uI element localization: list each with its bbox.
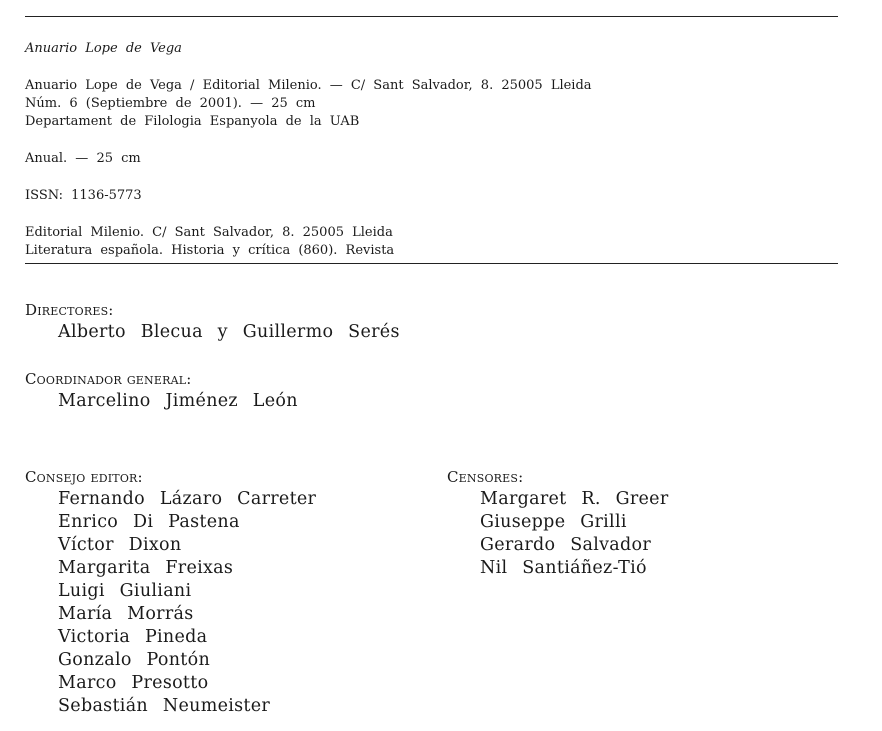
- consejo-label: Consejo editor:: [25, 468, 143, 486]
- censores-label: Censores:: [447, 468, 524, 486]
- list-item: Margaret R. Greer: [480, 489, 669, 509]
- list-item: Luigi Giuliani: [58, 581, 192, 601]
- bottom-rule: [25, 263, 838, 264]
- list-item: Gonzalo Pontón: [58, 650, 211, 670]
- journal-title: Anuario Lope de Vega: [25, 41, 182, 56]
- list-item: Marco Presotto: [58, 673, 209, 693]
- censores-section: [447, 466, 669, 580]
- list-item: Víctor Dixon: [58, 535, 182, 555]
- annual-line: Anual. — 25 cm: [25, 151, 141, 166]
- coordinador-name: Marcelino Jiménez León: [58, 391, 298, 411]
- list-item: Victoria Pineda: [58, 627, 208, 647]
- cip-line: Núm. 6 (Septiembre de 2001). — 25 cm: [25, 96, 316, 111]
- list-item: Nil Santiáñez-Tió: [480, 558, 647, 578]
- list-item: Margarita Freixas: [58, 558, 234, 578]
- coordinador-section: [25, 368, 298, 413]
- top-rule: [25, 16, 838, 17]
- list-item: María Morrás: [58, 604, 194, 624]
- list-item: Fernando Lázaro Carreter: [58, 489, 317, 509]
- cip-line: Literatura española. Historia y crítica (860). Revista: [25, 243, 395, 258]
- consejo-section: [25, 466, 316, 718]
- cip-line: Editorial Milenio. C/ Sant Salvador, 8. 25005 Lleida: [25, 225, 393, 240]
- director-names: Alberto Blecua y Guillermo Serés: [58, 322, 400, 342]
- issn-line: ISSN: 1136-5773: [25, 188, 142, 203]
- cip-line: Departament de Filologia Espanyola de la UAB: [25, 114, 360, 129]
- list-item: Gerardo Salvador: [480, 535, 652, 555]
- list-item: Giuseppe Grilli: [480, 512, 627, 532]
- cataloguing-block: [25, 40, 592, 260]
- directores-label: Directores:: [25, 301, 114, 319]
- list-item: Enrico Di Pastena: [58, 512, 240, 532]
- cip-line: Anuario Lope de Vega / Editorial Milenio. — C/ Sant Salvador, 8. 25005 Lleida: [25, 78, 592, 93]
- coordinador-label: Coordinador general:: [25, 370, 192, 388]
- list-item: Sebastián Neumeister: [58, 696, 271, 716]
- directores-section: [25, 299, 400, 344]
